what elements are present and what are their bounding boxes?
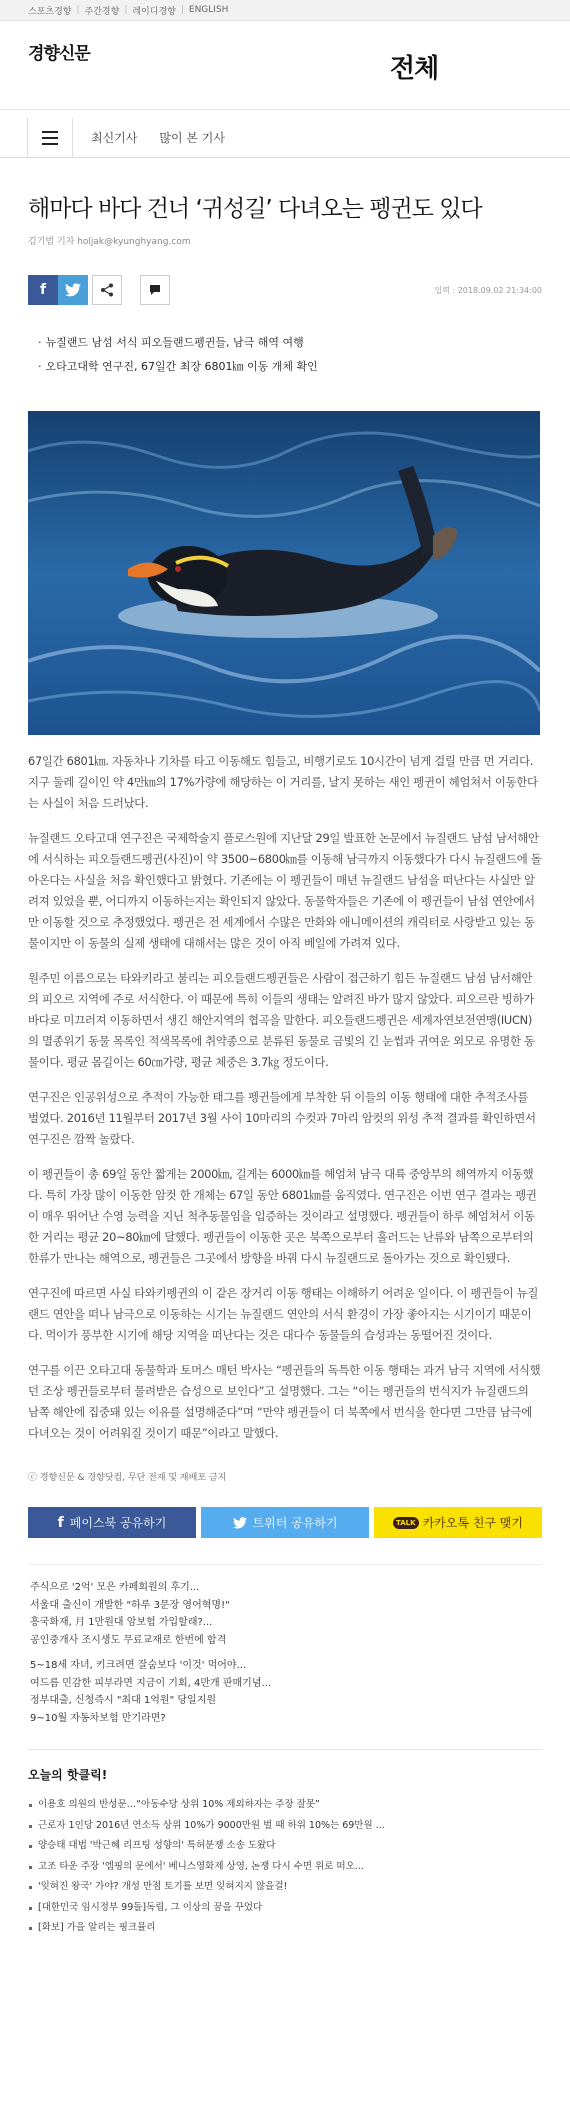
share-icon bbox=[100, 283, 114, 297]
menu-icon[interactable] bbox=[27, 118, 73, 158]
related-link[interactable]: 여드름 민감한 피부라면 지금이 기회, 4만개 판매기념... bbox=[30, 1677, 272, 1689]
penguin-photo bbox=[28, 411, 540, 735]
article-summary bbox=[28, 331, 542, 379]
share-bar bbox=[28, 1507, 542, 1538]
twitter-share-large-button[interactable] bbox=[201, 1507, 369, 1538]
comment-button[interactable] bbox=[140, 275, 170, 305]
util-link-weekly[interactable]: 주간경향 bbox=[84, 6, 120, 17]
article-paragraph: 연구를 이끈 오타고대 동물학과 토머스 매턴 박사는 “펭귄들의 독특한 이동 행태는 과거 남극 지역에 서식했던 조상 펭귄들로부터 물려받은 습성으로 보인다”고 설명했다. 그는 “이는 펭귄들의 번식지가 뉴질랜드의 남쪽 해안에 집중돼 있는 이유를 설명해준다”며 “만약 펭귄들이 더 북쪽에서 번식을 한다면 그만큼 남극에 다녀오는 것이 어려워질 것이기 때문”이라고 말했다. bbox=[28, 1363, 541, 1440]
article-headline: 해마다 바다 건너 ‘귀성길’ 다녀오는 펭귄도 있다 bbox=[28, 196, 482, 222]
publish-date: 입력 : 2018.09.02 21:34:00 bbox=[434, 286, 542, 295]
related-link[interactable]: 5~18세 자녀, 키크려면 잘숨보다 '이것' 먹어야... bbox=[30, 1660, 247, 1671]
related-link[interactable]: 주식으로 '2억' 모은 카페회원의 후기... bbox=[30, 1582, 200, 1593]
util-link-lady[interactable]: 레이디경향 bbox=[132, 6, 176, 17]
separator: | bbox=[76, 5, 80, 15]
separator: | bbox=[124, 5, 128, 15]
twitter-icon bbox=[65, 283, 81, 297]
copyright-notice: ⓒ 경향신문 & 경향닷컴, 무단 전재 및 재배포 금지 bbox=[28, 1473, 227, 1483]
article-paragraph: 연구진에 따르면 사실 타와키펭귄의 이 같은 장거리 이동 행태는 이해하기 어려운 일이다. 이 펭귄들이 뉴질랜드 연안을 떠나 남극으로 이동하는 시기는 뉴질랜드 연안의 서식 환경이 가장 좋아지는 시기이기 때문이다. 먹이가 풍부한 시기에 해당 지역을 떠난다는 것은 대다수 동물들의 습성과는 동떨어진 것이다. bbox=[28, 1286, 539, 1342]
article bbox=[0, 194, 570, 1939]
util-link-sports[interactable]: 스포츠경향 bbox=[28, 6, 72, 17]
related-link[interactable]: 9~10월 자동차보험 만기라면? bbox=[30, 1712, 166, 1724]
kakaotalk-friend-button[interactable] bbox=[374, 1507, 542, 1538]
related-group bbox=[30, 1579, 542, 1649]
article-photo bbox=[28, 411, 540, 735]
twitter-share-label: 트위터 공유하기 bbox=[252, 1516, 338, 1530]
related-group bbox=[30, 1657, 542, 1727]
article-paragraph: 이 펭귄들이 총 69일 동안 짧게는 2000㎞, 길게는 6000㎞를 헤엄쳐 남극 대륙 중앙부의 해역까지 이동했다. 특히 가장 많이 이동한 암컷 한 개체는 67일 동안 6801㎞를 움직였다. 연구진은 이번 연구 결과는 펭귄이 매우 뛰어난 수영 능력을 지닌 척추동물임을 입증하는 것이라고 설명했다. 펭귄들이 하루 헤엄쳐서 이동한 거리는 평균 20~80㎞에 달했다. 펭귄들이 이동한 곳은 북쪽으로부터 흘러드는 난류와 남쪽으로부터의 한류가 만나는 해역으로, 펭귄들은 그곳에서 방향을 바꿔 다시 뉴질랜드로 돌아가는 것으로 확인됐다. bbox=[28, 1167, 537, 1265]
nav-item-latest[interactable]: 최신기사 bbox=[91, 131, 138, 145]
kakaotalk-label: 카카오톡 친구 맺기 bbox=[422, 1516, 523, 1530]
section-title: 전체 bbox=[390, 54, 439, 84]
hot-click-list bbox=[28, 1795, 542, 1939]
article-paragraph: 67일간 6801㎞. 자동차나 기차를 타고 이동해도 힘들고, 비행기로도 10시간이 넘게 걸릴 만큼 먼 거리다. 지구 둘레 길이인 약 4만㎞의 17%가량에 해당하는 이 거리를, 날지 못하는 새인 펭귄이 헤엄쳐서 이동한다는 사실이 처음 드러났다. bbox=[28, 754, 538, 810]
facebook-icon: f bbox=[57, 1514, 64, 1531]
related-links bbox=[28, 1564, 542, 1727]
share-row bbox=[28, 275, 542, 305]
summary-item: · 뉴질랜드 남섬 서식 피오들랜드펭귄들, 남극 해역 여행 bbox=[38, 331, 542, 355]
main-nav bbox=[0, 118, 570, 158]
facebook-share-label: 페이스북 공유하기 bbox=[69, 1516, 167, 1530]
related-link[interactable]: 흥국화재, 月 1만원대 암보험 가입할래?... bbox=[30, 1617, 213, 1628]
hot-click-item[interactable]: [대한민국 임시정부 99돌]독립, 그 이상의 꿈을 꾸었다 bbox=[28, 1898, 542, 1919]
separator: | bbox=[180, 5, 184, 15]
util-link-english[interactable]: ENGLISH bbox=[188, 5, 229, 15]
comment-icon bbox=[149, 284, 161, 296]
byline[interactable]: 김기범 기자 holjak@kyunghyang.com bbox=[28, 237, 191, 247]
hot-click-item[interactable]: '잊혀진 왕국' 가야? 개성 만점 토기를 보면 잊혀지지 않을걸! bbox=[28, 1877, 542, 1898]
site-logo[interactable]: 경향신문 bbox=[28, 44, 90, 64]
hot-click-item[interactable]: 고조 타운 주장 '엠핑의 문에서' 베니스영화제 상영, 논쟁 다시 수면 위로 떠오... bbox=[28, 1857, 542, 1878]
masthead bbox=[0, 21, 570, 110]
facebook-share-large-button[interactable] bbox=[28, 1507, 196, 1538]
nav-item-most-viewed[interactable]: 많이 본 기사 bbox=[159, 131, 225, 145]
related-link[interactable]: 공인중개사 조시생도 무료교재로 한번에 합격 bbox=[30, 1634, 227, 1646]
share-button[interactable] bbox=[92, 275, 122, 305]
hot-click-item[interactable]: [화보] 가을 알리는 핑크뮬리 bbox=[28, 1918, 542, 1939]
twitter-icon bbox=[233, 1517, 247, 1529]
article-paragraph: 연구진은 인공위성으로 추적이 가능한 태그를 펭귄들에게 부착한 뒤 이들의 이동 행태에 대한 추적조사를 벌였다. 2016년 11월부터 2017년 3월 사이 10마리의 수컷과 7마리 암컷의 위성 추적 결과를 확인하면서 연구진은 깜짝 놀랐다. bbox=[28, 1090, 536, 1146]
hot-click-item[interactable]: 근로자 1인당 2016년 연소득 상위 10%가 9000만원 벌 때 하위 10%는 69만원 ... bbox=[28, 1816, 542, 1837]
hot-click-title: 오늘의 핫클릭! bbox=[28, 1768, 108, 1782]
related-link[interactable]: 정부대출, 신청즉시 "최대 1억원" 당일지원 bbox=[30, 1695, 217, 1706]
facebook-icon: f bbox=[39, 282, 47, 298]
facebook-share-button[interactable] bbox=[28, 275, 58, 305]
kakaotalk-icon: TALK bbox=[393, 1517, 419, 1529]
article-paragraph: 뉴질랜드 오타고대 연구진은 국제학술지 플로스원에 지난달 29일 발표한 논문에서 뉴질랜드 남섬 남서해안에 서식하는 피오들랜드펭귄(사진)이 약 3500~6800㎞를 이동해 남극까지 이동했다가 다시 뉴질랜드에 돌아온다는 사실을 처음 확인했다고 밝혔다. 기존에는 이 펭귄들이 매년 뉴질랜드 남섬을 떠난다는 사실만 알려져 있었을 뿐, 어디까지 이동하는지는 확인되지 않았다. 동물학자들은 기존에 이 펭귄들이 남섬 연안에서만 이동할 것으로 추정했었다. 펭귄은 전 세계에서 수많은 만화와 애니메이션의 캐릭터로 사랑받고 있는 동물이지만 이 동물의 실제 생태에 대해서는 많은 것이 아직 베일에 가려져 있다. bbox=[28, 831, 542, 950]
article-body bbox=[28, 751, 542, 1444]
hot-click-item[interactable]: 양승태 대법 '박근혜 리프팅 성향의' 특허분쟁 소송 도왔다 bbox=[28, 1836, 542, 1857]
hot-click-item[interactable]: 이용호 의원의 반성문…“아동수당 상위 10% 제외하자는 주장 잘못” bbox=[28, 1795, 542, 1816]
article-paragraph: 원주민 이름으로는 타와키라고 불리는 피오들랜드펭귄들은 사람이 접근하기 힘든 뉴질랜드 남섬 남서해안의 피오르 지역에 주로 서식한다. 이 때문에 특히 이들의 생태는 알려진 바가 많지 않았다. 피오르란 빙하가 바다로 미끄러져 이동하면서 생긴 해안지역의 협곡을 말한다. 피오들랜드펭귄은 세계자연보전연맹(IUCN)의 멸종위기 동물 목록인 적색목록에 취약종으로 분류된 동물로 금빛의 긴 눈썹과 귀여운 외모로 유명한 동물이다. 평균 몸길이는 60㎝가량, 평균 체중은 3.7㎏ 정도이다. bbox=[28, 971, 535, 1069]
divider bbox=[28, 1749, 542, 1750]
summary-item: · 오타고대학 연구진, 67일간 최장 6801㎞ 이동 개체 확인 bbox=[38, 355, 542, 379]
twitter-share-button[interactable] bbox=[58, 275, 88, 305]
related-link[interactable]: 서울대 출신이 개발한 "하루 3문장 영어혁명!" bbox=[30, 1599, 230, 1611]
utility-bar bbox=[0, 0, 570, 21]
